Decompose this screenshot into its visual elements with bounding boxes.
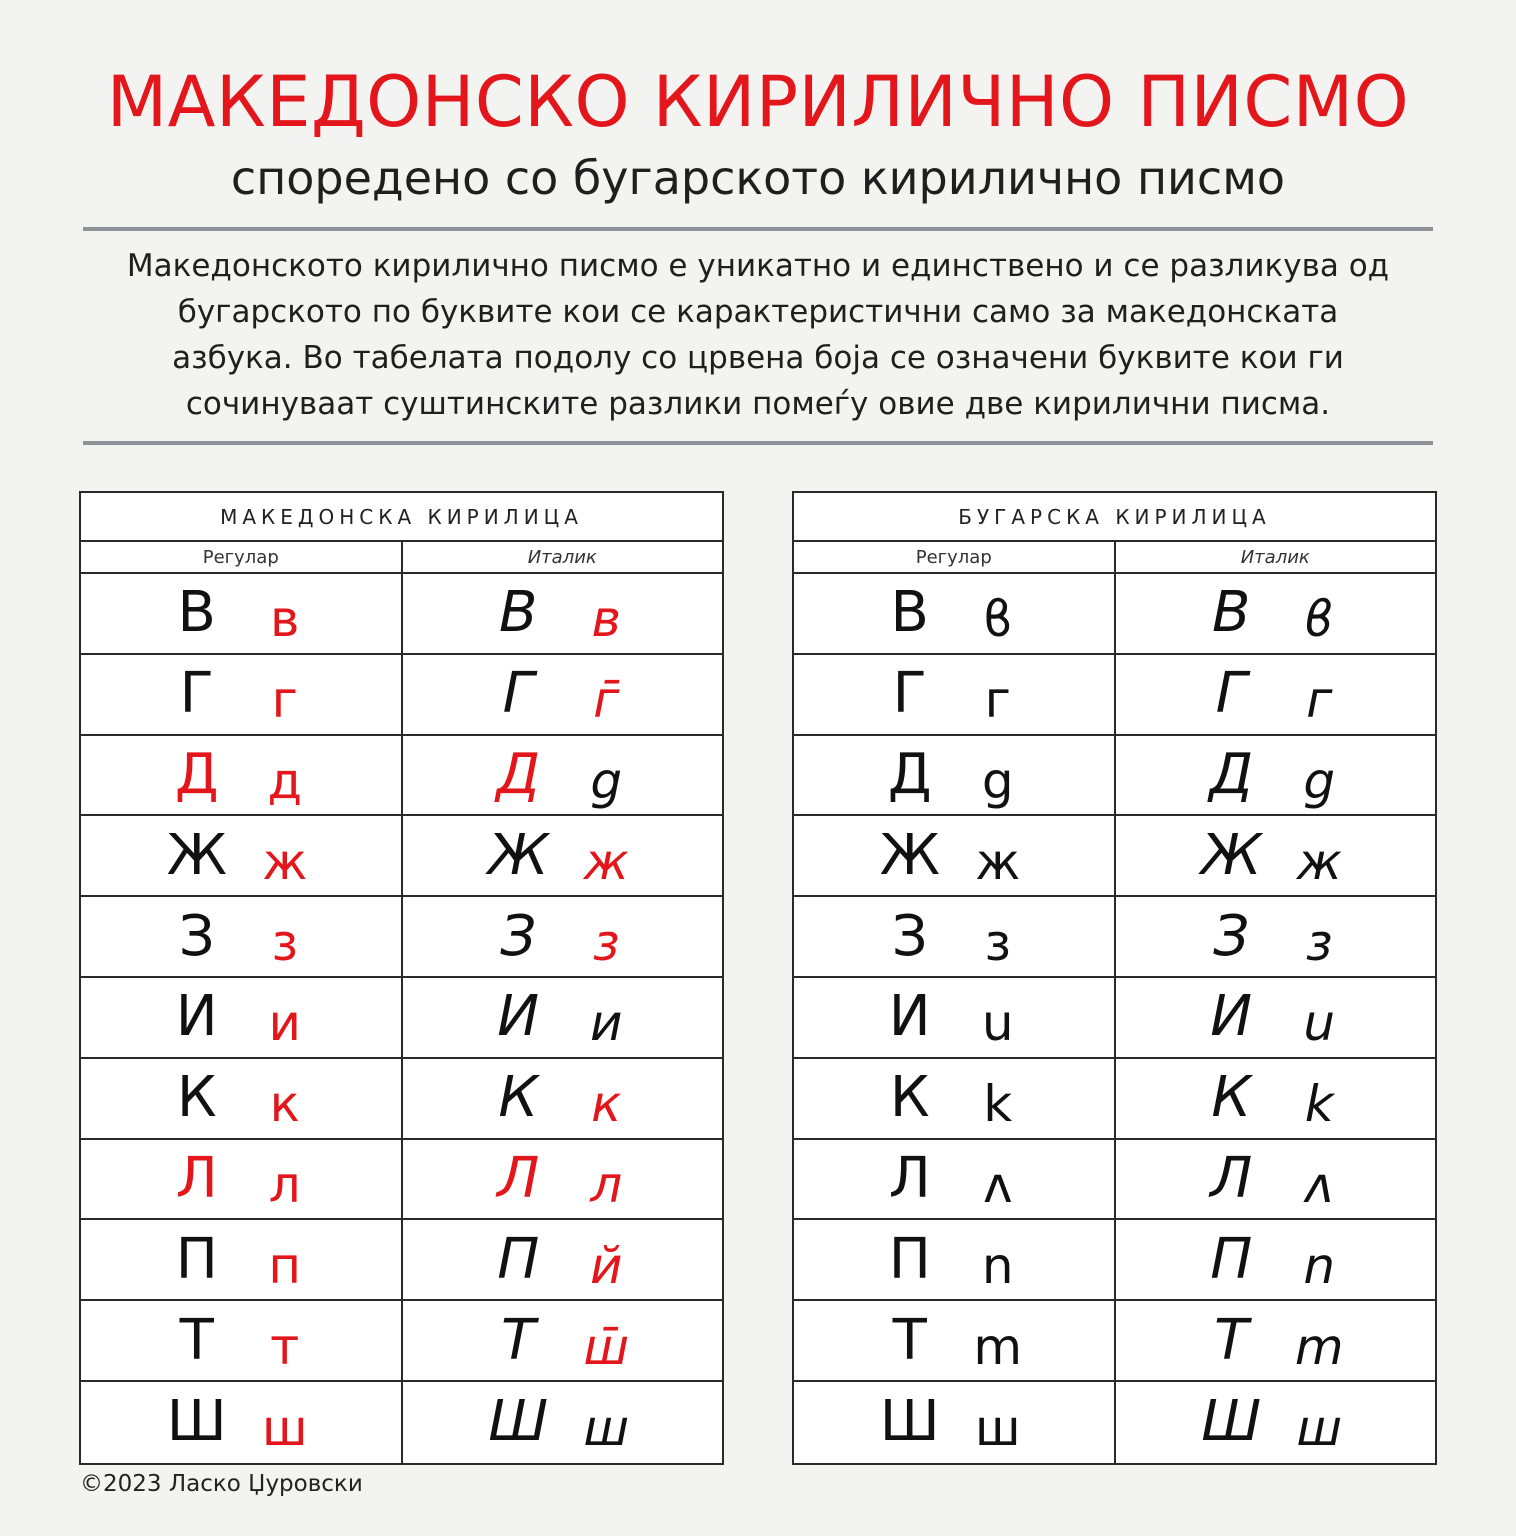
- regular-lowercase-letter: г: [984, 671, 1011, 730]
- italic-lowercase-letter: ж: [583, 832, 629, 891]
- regular-cell: [794, 897, 1114, 976]
- regular-uppercase-letter: З: [891, 903, 928, 969]
- regular-cell: [81, 816, 401, 895]
- regular-uppercase-letter: П: [175, 1226, 218, 1292]
- table-row: [81, 574, 722, 655]
- regular-uppercase-letter: К: [176, 1065, 217, 1131]
- table-body: [794, 574, 1435, 1463]
- italic-cell: [1114, 1301, 1436, 1380]
- regular-uppercase-letter: Ш: [879, 1389, 940, 1455]
- italic-cell: [1114, 574, 1436, 653]
- table-row: [794, 1382, 1435, 1463]
- italic-cell: [401, 655, 723, 734]
- italic-cell: [401, 1220, 723, 1299]
- regular-cell: [794, 736, 1114, 815]
- italic-cell: [1114, 816, 1436, 895]
- italic-cell: [401, 978, 723, 1057]
- italic-lowercase-letter: g: [1303, 751, 1336, 810]
- italic-lowercase-letter: ж: [1296, 832, 1342, 891]
- regular-cell: [81, 736, 401, 815]
- top-divider: [83, 227, 1433, 231]
- regular-lowercase-letter: и: [268, 994, 301, 1053]
- italic-cell: [1114, 1382, 1436, 1463]
- regular-cell: [81, 1220, 401, 1299]
- italic-uppercase-letter: Ж: [1201, 822, 1262, 888]
- regular-uppercase-letter: К: [889, 1065, 930, 1131]
- column-header-regular: Регулар: [202, 546, 279, 568]
- italic-uppercase-letter: К: [1211, 1065, 1252, 1131]
- table-row: [794, 655, 1435, 736]
- regular-uppercase-letter: П: [888, 1226, 931, 1292]
- table-row: [81, 816, 722, 897]
- intro-line: сочинуваат суштинските разлики помеѓу овие две кирилични писма.: [185, 386, 1331, 422]
- italic-uppercase-letter: З: [1213, 903, 1250, 969]
- regular-uppercase-letter: Т: [892, 1307, 927, 1373]
- italic-uppercase-letter: И: [1210, 984, 1253, 1050]
- regular-lowercase-letter: д: [267, 751, 303, 810]
- regular-lowercase-letter: т: [270, 1317, 300, 1376]
- regular-lowercase-letter: г: [271, 671, 298, 730]
- italic-lowercase-letter: ϐ: [1303, 590, 1335, 649]
- italic-lowercase-letter: ʌ: [1304, 1155, 1335, 1214]
- italic-cell: [1114, 978, 1436, 1057]
- italic-lowercase-letter: и: [590, 994, 623, 1053]
- regular-cell: [81, 1059, 401, 1138]
- italic-uppercase-letter: Т: [1214, 1307, 1249, 1373]
- italic-cell: [1114, 736, 1436, 815]
- regular-cell: [81, 1382, 401, 1463]
- table-row: [794, 978, 1435, 1059]
- italic-uppercase-letter: Ш: [1201, 1389, 1262, 1455]
- regular-cell: [794, 978, 1114, 1057]
- regular-cell: [81, 978, 401, 1057]
- italic-lowercase-letter: n: [1303, 1236, 1336, 1295]
- regular-cell: [794, 655, 1114, 734]
- italic-lowercase-letter: k: [1304, 1075, 1334, 1134]
- italic-uppercase-letter: Ж: [488, 822, 549, 888]
- italic-uppercase-letter: Л: [1210, 1145, 1253, 1211]
- italic-uppercase-letter: В: [499, 580, 538, 646]
- italic-lowercase-letter: u: [1303, 994, 1336, 1053]
- regular-cell: [794, 1059, 1114, 1138]
- italic-lowercase-letter: л: [590, 1155, 623, 1214]
- table-row: [81, 1382, 722, 1463]
- regular-uppercase-letter: В: [890, 580, 929, 646]
- regular-lowercase-letter: ж: [975, 832, 1021, 891]
- table-body: [81, 574, 722, 1463]
- regular-cell: [794, 816, 1114, 895]
- intro-line: азбука. Во табелата подолу со црвена боја се означени буквите кои ги: [172, 340, 1344, 376]
- regular-lowercase-letter: m: [973, 1317, 1023, 1376]
- regular-lowercase-letter: k: [983, 1075, 1013, 1134]
- italic-uppercase-letter: Л: [497, 1145, 540, 1211]
- italic-cell: [401, 736, 723, 815]
- italic-uppercase-letter: В: [1212, 580, 1251, 646]
- column-headers: [81, 542, 722, 574]
- table-row: [794, 736, 1435, 817]
- italic-lowercase-letter: m: [1294, 1317, 1344, 1376]
- italic-lowercase-letter: ш̄: [583, 1317, 630, 1376]
- regular-cell: [81, 655, 401, 734]
- italic-cell: [401, 816, 723, 895]
- page-subtitle: споредено со бугарското кирилично писмо: [230, 151, 1286, 205]
- italic-uppercase-letter: П: [1210, 1226, 1253, 1292]
- regular-lowercase-letter: п: [268, 1236, 302, 1295]
- regular-lowercase-letter: в: [270, 590, 300, 649]
- regular-uppercase-letter: Г: [892, 661, 927, 727]
- regular-uppercase-letter: Л: [888, 1145, 931, 1211]
- italic-lowercase-letter: g: [590, 751, 623, 810]
- table-row: [794, 1220, 1435, 1301]
- italic-lowercase-letter: г: [1306, 671, 1333, 730]
- regular-lowercase-letter: ш: [974, 1399, 1021, 1458]
- bulgarian-alphabet-table: [792, 491, 1437, 1465]
- table-row: [81, 1140, 722, 1221]
- italic-cell: [401, 1301, 723, 1380]
- italic-uppercase-letter: Г: [1215, 661, 1247, 727]
- intro-line: бугарското по буквите кои се карактеристични само за македонската: [177, 294, 1339, 330]
- regular-cell: [81, 574, 401, 653]
- regular-cell: [794, 1140, 1114, 1219]
- italic-cell: [401, 574, 723, 653]
- column-header-italic: Италик: [401, 542, 723, 572]
- regular-uppercase-letter: Г: [179, 661, 214, 727]
- intro-line: Македонското кирилично писмо е уникатно и единствено и се разликува од: [126, 248, 1390, 284]
- regular-uppercase-letter: Д: [887, 741, 932, 807]
- italic-lowercase-letter: в: [591, 590, 621, 649]
- macedonian-alphabet-table: [79, 491, 724, 1465]
- italic-uppercase-letter: З: [500, 903, 537, 969]
- italic-cell: [401, 1382, 723, 1463]
- regular-lowercase-letter: к: [269, 1075, 300, 1134]
- regular-uppercase-letter: И: [888, 984, 931, 1050]
- italic-cell: [401, 1140, 723, 1219]
- italic-cell: [1114, 1140, 1436, 1219]
- table-row: [81, 897, 722, 978]
- italic-uppercase-letter: Д: [1209, 741, 1254, 807]
- italic-uppercase-letter: К: [498, 1065, 539, 1131]
- italic-cell: [1114, 897, 1436, 976]
- italic-cell: [1114, 1220, 1436, 1299]
- bottom-divider: [83, 441, 1433, 445]
- regular-uppercase-letter: Ш: [166, 1389, 227, 1455]
- table-row: [81, 1059, 722, 1140]
- table-row: [81, 736, 722, 817]
- table-row: [794, 1140, 1435, 1221]
- italic-lowercase-letter: ш: [583, 1399, 630, 1458]
- table-row: [794, 1059, 1435, 1140]
- italic-uppercase-letter: П: [497, 1226, 540, 1292]
- italic-lowercase-letter: к: [591, 1075, 622, 1134]
- regular-lowercase-letter: ш: [261, 1399, 308, 1458]
- regular-lowercase-letter: з: [271, 913, 299, 972]
- regular-cell: [794, 1220, 1114, 1299]
- table-row: [794, 816, 1435, 897]
- italic-lowercase-letter: й: [590, 1236, 623, 1295]
- italic-cell: [401, 897, 723, 976]
- column-header-italic: Италик: [1114, 542, 1436, 572]
- regular-cell: [81, 1140, 401, 1219]
- italic-cell: [1114, 655, 1436, 734]
- italic-lowercase-letter: ш: [1296, 1399, 1343, 1458]
- page-title: МАКЕДОНСКО КИРИЛИЧНО ПИСМО: [106, 61, 1410, 143]
- regular-cell: [794, 1382, 1114, 1463]
- column-header-regular: Регулар: [915, 546, 992, 568]
- regular-cell: [81, 897, 401, 976]
- regular-uppercase-letter: Ж: [166, 822, 227, 888]
- regular-uppercase-letter: Ж: [879, 822, 940, 888]
- table-row: [81, 978, 722, 1059]
- regular-lowercase-letter: g: [981, 751, 1014, 810]
- italic-cell: [401, 1059, 723, 1138]
- italic-lowercase-letter: г̄: [593, 671, 620, 730]
- italic-lowercase-letter: з: [1305, 913, 1333, 972]
- regular-cell: [81, 1301, 401, 1380]
- regular-uppercase-letter: В: [177, 580, 216, 646]
- table-title: МАКЕДОНСКА КИРИЛИЦА: [81, 493, 722, 542]
- table-row: [794, 1301, 1435, 1382]
- column-headers: [794, 542, 1435, 574]
- table-row: [81, 1220, 722, 1301]
- regular-lowercase-letter: ʌ: [982, 1155, 1013, 1214]
- regular-uppercase-letter: Т: [179, 1307, 214, 1373]
- regular-cell: [794, 1301, 1114, 1380]
- regular-lowercase-letter: u: [981, 994, 1014, 1053]
- italic-cell: [1114, 1059, 1436, 1138]
- regular-lowercase-letter: ϐ: [982, 590, 1014, 649]
- regular-uppercase-letter: Д: [174, 741, 219, 807]
- regular-lowercase-letter: n: [981, 1236, 1014, 1295]
- regular-uppercase-letter: Л: [175, 1145, 218, 1211]
- regular-lowercase-letter: з: [984, 913, 1012, 972]
- italic-uppercase-letter: Ш: [488, 1389, 549, 1455]
- regular-lowercase-letter: ж: [262, 832, 308, 891]
- italic-uppercase-letter: И: [497, 984, 540, 1050]
- table-title: БУГАРСКА КИРИЛИЦА: [794, 493, 1435, 542]
- italic-uppercase-letter: Т: [501, 1307, 536, 1373]
- regular-cell: [794, 574, 1114, 653]
- italic-lowercase-letter: з: [592, 913, 620, 972]
- regular-uppercase-letter: И: [175, 984, 218, 1050]
- italic-uppercase-letter: Д: [496, 741, 541, 807]
- table-row: [81, 655, 722, 736]
- regular-lowercase-letter: л: [268, 1155, 301, 1214]
- table-row: [794, 574, 1435, 655]
- copyright-footer: ©2023 Ласко Џуровски: [80, 1471, 363, 1497]
- italic-uppercase-letter: Г: [502, 661, 534, 727]
- regular-uppercase-letter: З: [178, 903, 215, 969]
- table-row: [794, 897, 1435, 978]
- intro-paragraph: [83, 243, 1433, 427]
- table-row: [81, 1301, 722, 1382]
